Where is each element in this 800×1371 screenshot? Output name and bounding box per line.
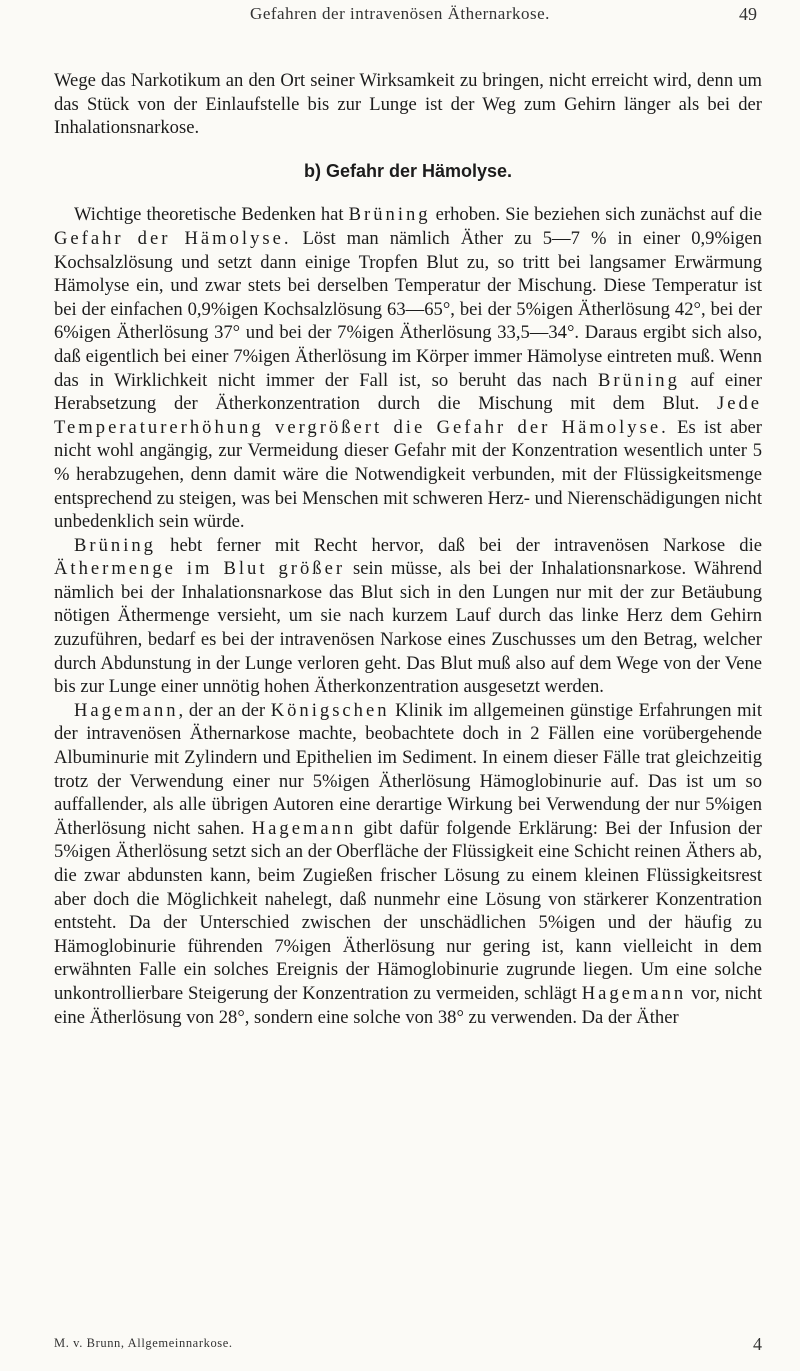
text-run: , der an der	[178, 699, 271, 721]
author-name: Brüning	[74, 534, 156, 556]
text-run: auf einer Herabsetzung der Ätherkonzentration durch die Mischung mit dem Blut.	[54, 369, 763, 415]
text-run: gibt dafür folgende Erklärung: Bei der Infusion der 5%igen Ätherlösung setzt sich an der Oberfläche der Flüssigkeit eine Schicht reinen Äthers ab, die zwar abdunsten kann, beim Zugießen frischer Lösung zu einem kleinen Flüssigkeitsrest aber doch die Möglichkeit nahelegt, daß nunmehr eine Lösung von stärkerer Konzentration entsteht. Da der Unterschied zwischen der unschädlichen 5%igen und der häufig zu Hämoglobinurie führenden 7%igen Ätherlösung nur gering ist, kann vielleicht in dem erwähnten Falle ein solches Ereignis der Hämoglobinurie zugrunde liegen. Um eine solche unkontrollierbare Steigerung der Konzentration zu vermeiden, schlägt	[54, 817, 762, 1004]
page-number: 49	[739, 4, 757, 24]
text-run: Klinik im allgemeinen günstige Erfahrungen mit der intravenösen Äthernarkose machte, beobachtete doch in 2 Fällen eine vorübergehende Albuminurie mit Zylindern und Epithelien im Sediment. In einem dieser Fälle trat gleichzeitig trotz der Verwendung einer nur 5%igen Ätherlösung Hämoglobinurie auf. Das ist um so auffallender, als alle übrigen Autoren eine derartige Wirkung bei Verwendung der nur 5%igen Ätherlösung nicht sahen.	[54, 699, 762, 839]
author-name: Hagemann	[74, 699, 179, 721]
page-footer	[54, 1334, 762, 1356]
text-run: Löst man nämlich Äther zu 5—7 % in einer 0,9%igen Kochsalzlösung und setzt dann einige Tropfen Blut zu, so tritt bei langsamer Erwärmung Hämolyse ein, und zwar stets bei derselben Temperatur der Mischung. Diese Temperatur ist bei der einfachen 0,9%igen Kochsalzlösung 63—65°, bei der 5%igen Ätherlösung 42°, bei der 6%igen Ätherlösung 37° und bei der 7%igen Ätherlösung 33,5—34°. Daraus ergibt sich also, daß eigentlich bei einer 7%igen Ätherlösung im Körper immer Hämolyse eintreten muß. Wenn das in Wirklichkeit nicht immer der Fall ist, so beruht das nach	[54, 227, 762, 391]
text-run: hebt ferner mit Recht hervor, daß bei der intravenösen Narkose die	[155, 534, 762, 556]
intro-paragraph: Wege das Narkotikum an den Ort seiner Wirksamkeit zu bringen, nicht erreicht wird, denn um das Stück von der Einlaufstelle bis zur Lunge ist der Weg zum Gehirn länger als bei der Inhalationsnarkose.	[54, 70, 762, 139]
text-run: sein müsse, als bei der Inhalationsnarkose. Während nämlich bei der Inhalationsnarkose das Blut sich in den Lungen nur mit der zur Betäubung nötigen Äthermenge versieht, um sie nach kurzem Lauf durch das linke Herz dem Gehirn zuzuführen, bedarf es bei der intravenösen Narkose eines Zuschusses um den Betrag, welcher durch Abdunstung in der Lunge verloren geht. Das Blut muß also auf dem Wege von der Vene bis zur Lunge einer unnötig hohen Ätherkonzentration ausgesetzt werden.	[54, 558, 762, 698]
author-name: Hagemann	[581, 982, 687, 1004]
book-source-line: M. v. Brunn, Allgemeinnarkose.	[54, 1336, 233, 1350]
page-body	[54, 69, 762, 1029]
paragraph-hagemann	[54, 699, 762, 1029]
author-name: Brüning	[597, 369, 680, 391]
emphasis: Jede Temperaturerhöhung vergrößert die Gefahr der Hämolyse.	[54, 393, 762, 438]
author-name: Königschen	[270, 699, 390, 721]
section-heading: b) Gefahr der Hämolyse.	[303, 160, 513, 181]
author-name: Brüning	[348, 204, 431, 226]
emphasis: Äthermenge im Blut größer	[54, 558, 346, 580]
running-title: Gefahren der intravenösen Äthernarkose.	[250, 4, 550, 23]
text-run: Wichtige theoretische Bedenken hat	[74, 204, 349, 226]
author-name: Hagemann	[251, 817, 357, 839]
paragraph-hemolysis-theory	[54, 203, 762, 533]
paragraph-ether-quantity	[54, 534, 762, 699]
page-header	[0, 4, 800, 34]
signature-mark: 4	[753, 1334, 762, 1354]
text-run: erhoben. Sie beziehen sich zunächst auf die	[430, 204, 762, 226]
text-run: Es ist aber nicht wohl angängig, zur Vermeidung dieser Gefahr mit der Konzentration wesentlich unter 5 % herabzugehen, denn damit wäre die Notwendigkeit verbunden, mit der Flüssigkeitsmenge entsprechend zu steigen, was bei Menschen mit schweren Herz- und Nierenschädigungen nicht unbedenklich sein würde.	[54, 416, 762, 533]
emphasis: Gefahr der Hämolyse.	[54, 227, 292, 249]
text-run: vor, nicht eine Ätherlösung von 28°, sondern eine solche von 38° zu verwenden. Da der Äther	[54, 982, 762, 1028]
